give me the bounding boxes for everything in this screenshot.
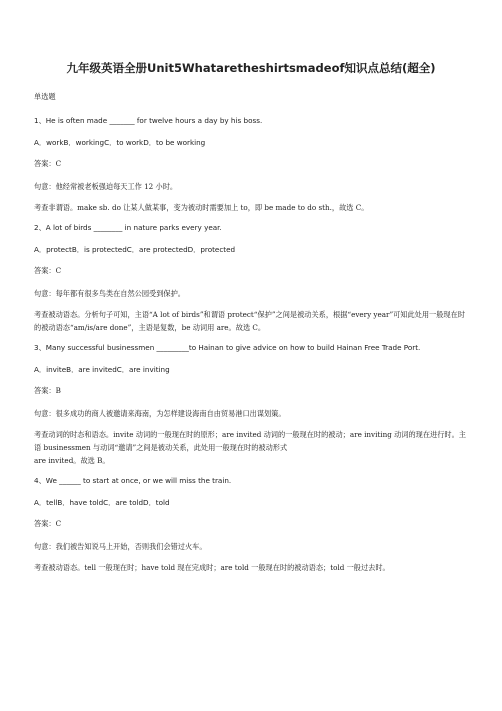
page-title: 九年级英语全册Unit5Whataretheshirtsmadeof知识点总结(超全) — [66, 61, 436, 75]
question-answer: 答案：C — [34, 159, 62, 168]
question-translation: 句意：每年都有很多鸟类在自然公园受到保护。 — [34, 289, 185, 298]
question-1 — [34, 115, 468, 214]
question-options: A．inviteB．are invitedC．are inviting — [34, 365, 170, 374]
question-translation: 句意：他经常被老板强迫每天工作 12 小时。 — [34, 182, 178, 191]
question-analysis: 考查动词的时态和语态。invite 动词的一般现在时的原形；are invited 动词的一般现在时的被动；are inviting 动词的现在进行时。主语 businessmen 与动词“邀请”之间是被动关系，此处用一般现在时的被动形式 — [34, 430, 466, 452]
question-analysis: 考查被动语态。tell 一般现在时；have told 现在完成时；are told 一般现在时的被动语态；told 一般过去时。 — [34, 563, 390, 572]
question-4 — [34, 475, 468, 574]
section-label: 单选题 — [34, 92, 56, 101]
question-answer: 答案：B — [34, 386, 61, 395]
question-analysis-continued: are invited。故选 B。 — [34, 456, 110, 465]
question-translation: 句意：我们被告知说马上开始，否则我们会错过火车。 — [34, 542, 207, 551]
question-options: A．tellB．have toldC．are toldD．told — [34, 498, 170, 507]
question-stem: 3、Many successful businessmen _________to Hainan to give advice on how to build Hainan Free Trade Port. — [34, 343, 421, 352]
question-stem: 1、He is often made _______ for twelve hours a day by his boss. — [34, 116, 263, 125]
question-options: A．protectB．is protectedC．are protectedD．protected — [34, 245, 236, 254]
question-stem: 2、A lot of birds ________ in nature parks every year. — [34, 223, 222, 232]
question-analysis: 考查非谓语。make sb. do 让某人做某事，变为被动时需要加上 to，即 be made to do sth.，故选 C。 — [34, 203, 369, 212]
question-translation: 句意：很多成功的商人被邀请来海南，为怎样建设海南自由贸易港口出谋划策。 — [34, 409, 286, 418]
question-options: A．workB．workingC．to workD．to be working — [34, 138, 206, 147]
question-stem: 4、We ______ to start at once, or we will miss the train. — [34, 476, 232, 485]
question-analysis: 考查被动语态。分析句子可知，主语“A lot of birds”和谓语 protect“保护”之间是被动关系，根据“every year”可知此处用一般现在时的被动语态“am/is/are done”，主语是复数，be 动词用 are。故选 C。 — [34, 310, 465, 332]
question-answer: 答案：C — [34, 266, 62, 275]
question-2 — [34, 222, 468, 334]
question-3 — [34, 342, 468, 467]
question-answer: 答案：C — [34, 519, 62, 528]
